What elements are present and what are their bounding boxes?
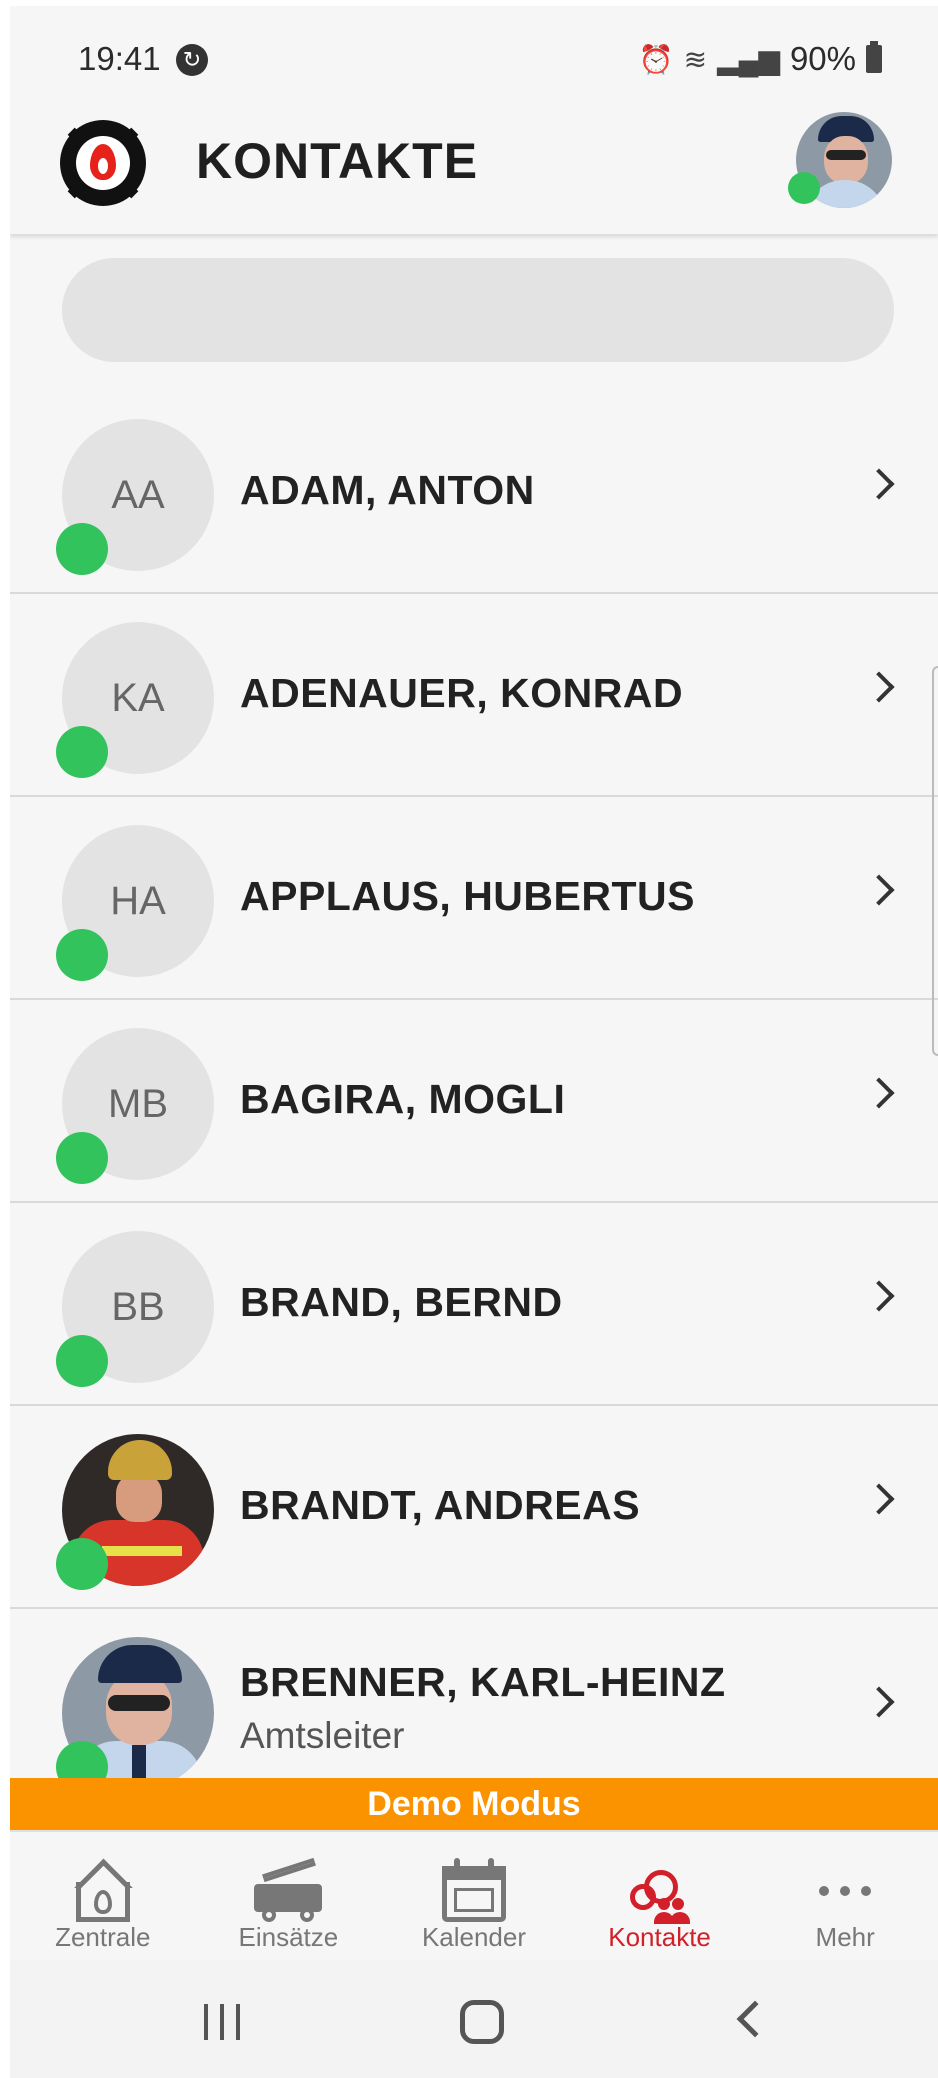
chevron-right-icon bbox=[863, 1280, 894, 1311]
demo-mode-banner: Demo Modus bbox=[10, 1778, 938, 1830]
page-title: KONTAKTE bbox=[196, 133, 479, 189]
tab-mehr[interactable] bbox=[752, 1832, 938, 1960]
online-indicator bbox=[56, 523, 108, 575]
chevron-right-icon bbox=[863, 874, 894, 905]
status-time: 19:41 bbox=[78, 40, 161, 77]
system-navigation-bar bbox=[10, 1960, 938, 2078]
status-bar bbox=[10, 6, 938, 106]
recent-apps-button[interactable] bbox=[204, 2004, 244, 2040]
contact-avatar: HA bbox=[62, 825, 214, 977]
search-input[interactable] bbox=[62, 258, 894, 362]
tab-kalender[interactable] bbox=[381, 1832, 567, 1960]
online-indicator bbox=[56, 1132, 108, 1184]
contact-name: BRANDT, ANDREAS bbox=[240, 1482, 641, 1528]
chevron-right-icon bbox=[863, 468, 894, 499]
wifi-icon: ≋ bbox=[683, 43, 708, 75]
online-indicator bbox=[56, 1538, 108, 1590]
contact-row[interactable] bbox=[10, 797, 938, 1000]
chevron-right-icon bbox=[863, 671, 894, 702]
contact-avatar: AA bbox=[62, 419, 214, 571]
more-dots-icon bbox=[752, 1846, 938, 1910]
home-button[interactable] bbox=[460, 2000, 504, 2044]
bottom-navigation bbox=[10, 1830, 938, 1960]
contact-avatar: MB bbox=[62, 1028, 214, 1180]
contact-name: BAGIRA, MOGLI bbox=[240, 1076, 566, 1122]
calendar-icon bbox=[381, 1846, 567, 1910]
tab-einsaetze[interactable] bbox=[196, 1832, 382, 1960]
contact-role: Amtsleiter bbox=[240, 1715, 405, 1756]
contacts-cloud-icon bbox=[567, 1846, 753, 1910]
fire-truck-icon bbox=[196, 1846, 382, 1910]
contact-row[interactable] bbox=[10, 1000, 938, 1203]
scroll-handle[interactable] bbox=[932, 666, 938, 1056]
fire-logo-icon[interactable] bbox=[60, 120, 146, 206]
tab-label: Einsätze bbox=[238, 1922, 339, 1952]
contact-avatar: BB bbox=[62, 1231, 214, 1383]
online-indicator bbox=[56, 1335, 108, 1387]
sync-icon: ↻ bbox=[176, 44, 208, 76]
tab-label: Zentrale bbox=[55, 1922, 151, 1952]
user-online-indicator bbox=[788, 172, 820, 204]
tab-label: Kontakte bbox=[608, 1922, 711, 1952]
contact-avatar: KA bbox=[62, 622, 214, 774]
contact-row[interactable] bbox=[10, 1406, 938, 1609]
battery-icon bbox=[866, 45, 882, 73]
app-header bbox=[10, 106, 938, 234]
contact-row[interactable] bbox=[10, 1203, 938, 1406]
chevron-right-icon bbox=[863, 1686, 894, 1717]
signal-icon: ▂▄▆ bbox=[717, 43, 780, 75]
contact-name: BRAND, BERND bbox=[240, 1279, 563, 1325]
home-fire-icon bbox=[10, 1846, 196, 1910]
tab-label: Mehr bbox=[815, 1922, 875, 1952]
status-indicators bbox=[639, 40, 882, 78]
tab-label: Kalender bbox=[421, 1922, 527, 1952]
battery-percent: 90% bbox=[789, 40, 856, 77]
chevron-right-icon bbox=[863, 1483, 894, 1514]
contact-list bbox=[10, 391, 938, 1812]
contact-row[interactable] bbox=[10, 594, 938, 797]
contact-name: APPLAUS, HUBERTUS bbox=[240, 873, 695, 919]
online-indicator bbox=[56, 726, 108, 778]
contact-name: ADENAUER, KONRAD bbox=[240, 670, 684, 716]
alarm-icon: ⏰ bbox=[638, 43, 674, 75]
contact-name: BRENNER, KARL-HEINZ bbox=[240, 1659, 726, 1705]
app-screen bbox=[10, 6, 938, 2078]
contact-row[interactable] bbox=[10, 391, 938, 594]
back-button[interactable] bbox=[737, 2001, 774, 2038]
tab-kontakte[interactable] bbox=[567, 1832, 753, 1960]
chevron-right-icon bbox=[863, 1077, 894, 1108]
tab-zentrale[interactable] bbox=[10, 1832, 196, 1960]
contact-name: ADAM, ANTON bbox=[240, 467, 535, 513]
online-indicator bbox=[56, 929, 108, 981]
